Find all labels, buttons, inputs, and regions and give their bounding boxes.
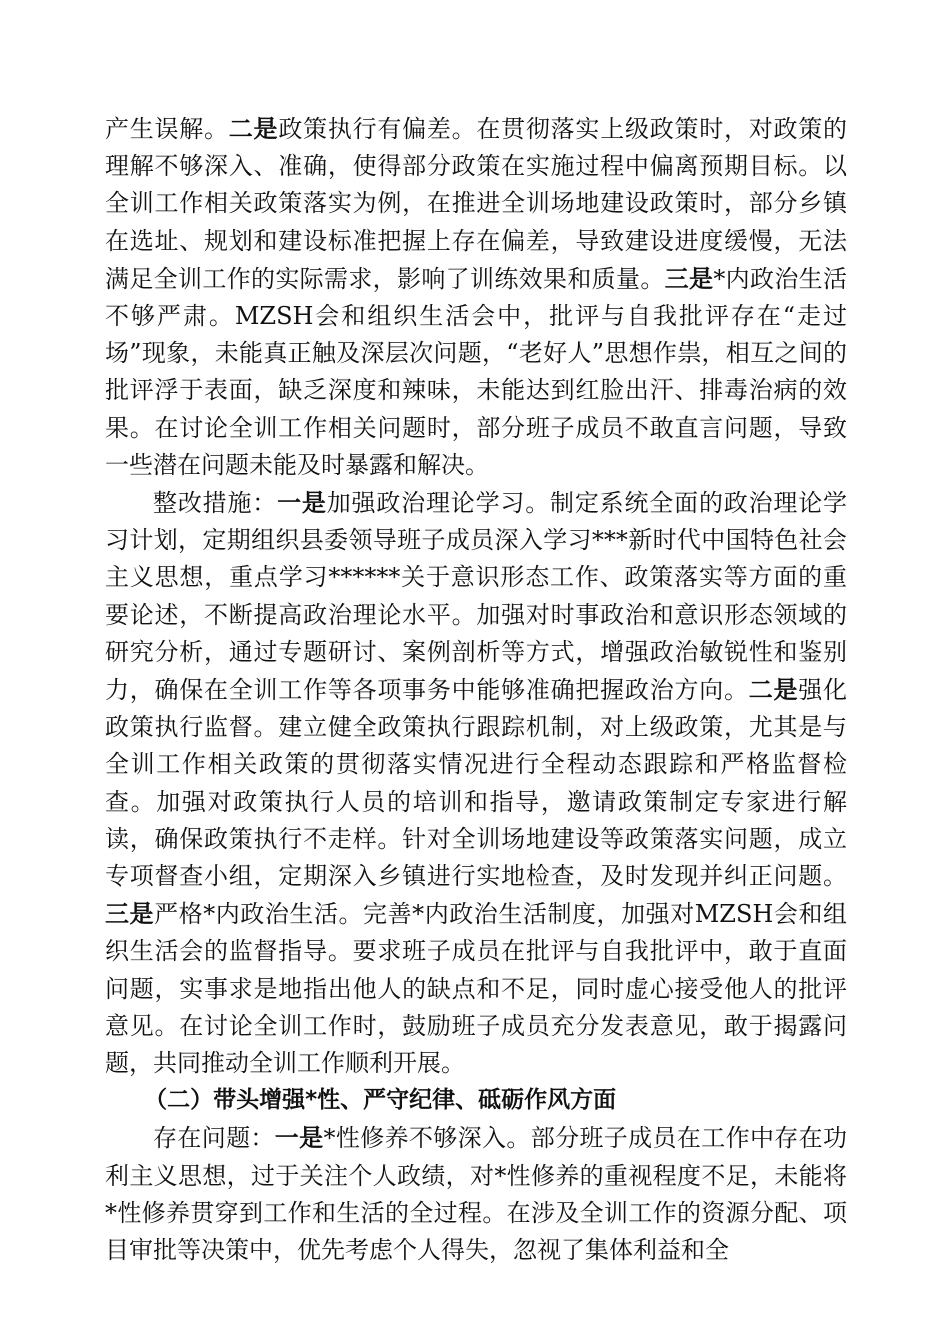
text-segment: *性修养不够深入。部分班子成员在工作中存在功利主义思想，过于关注个人政绩，对*性修养的重视程度不足，未能将*性修养贯穿到工作和生活的全过程。在涉及全训工作的资源分配、项目审批等决策中，优先考虑个人得失，忽视了集体利益和全: [105, 1124, 848, 1265]
paragraph-label: 存在问题：: [153, 1124, 275, 1153]
paragraph-problems-continued: [105, 110, 847, 484]
document-body: [105, 110, 847, 1269]
paragraph-existing-problems: [105, 1119, 847, 1269]
text-segment: 强化政策执行监督。建立健全政策执行跟踪机制，对上级政策，尤其是与全训工作相关政策的贯彻落实情况进行全程动态跟踪和严格监督检查。加强对政策执行人员的培训和指导，邀请政策制定专家进行解读，确保政策执行不走样。针对全训场地建设等政策落实问题，成立专项督查小组，定期深入乡镇进行实地检查，及时发现并纠正问题。: [105, 676, 848, 891]
text-segment: 产生误解。: [105, 115, 229, 143]
bold-marker: 一是: [274, 1123, 324, 1153]
bold-marker: 二是: [748, 675, 799, 705]
paragraph-rectification-measures: [105, 484, 847, 1082]
section-heading: （二）带头增强*性、严守纪律、砥砺作风方面: [144, 1087, 617, 1114]
bold-marker: 二是: [228, 114, 279, 143]
text-segment: 加强政治理论学习。制定系统全面的政治理论学习计划，定期组织县委领导班子成员深入学习***新时代中国特色社会主义思想，重点学习******关于意识形态工作、政策落实等方面的重要论述，不断提高政治理论水平。加强对时事政治和意识形态领域的研究分析，通过专题研讨、案例剖析等方式，增强政治敏锐性和鉴别力，确保在全训工作等各项事务中能够准确把握政治方向。: [105, 489, 848, 705]
text-segment: *内政治生活不够严肃。MZSH会和组织生活会中，批评与自我批评存在“走过场”现象，未能真正触及深层次问题，“老好人”思想作祟，相互之间的批评浮于表面，缺乏深度和辣味，未能达到红脸出汗、排毒治病的效果。在讨论全训工作相关问题时，部分班子成员不敢直言问题，导致一些潜在问题未能及时暴露和解决。: [105, 264, 848, 479]
bold-marker: 三是: [664, 263, 714, 293]
text-segment: 政策执行有偏差。在贯彻落实上级政策时，对政策的理解不够深入、准确，使得部分政策在实施过程中偏离预期目标。以全训工作相关政策落实为例，在推进全训场地建设政策时，部分乡镇在选址、规划和建设标准把握上存在偏差，导致建设进度缓慢，无法满足全训工作的实际需求，影响了训练效果和质量。: [105, 115, 848, 293]
paragraph-label: 整改措施：: [153, 489, 278, 518]
bold-marker: 三是: [105, 899, 155, 929]
text-segment: 严格*内政治生活。完善*内政治生活制度，加强对MZSH会和组织生活会的监督指导。要求班子成员在批评与自我批评中，敢于直面问题，实事求是地指出他人的缺点和不足，同时虚心接受他人的批评意见。在讨论全训工作时，鼓励班子成员充分发表意见，敢于揭露问题，共同推动全训工作顺利开展。: [105, 900, 848, 1078]
bold-marker: 一是: [277, 488, 327, 518]
